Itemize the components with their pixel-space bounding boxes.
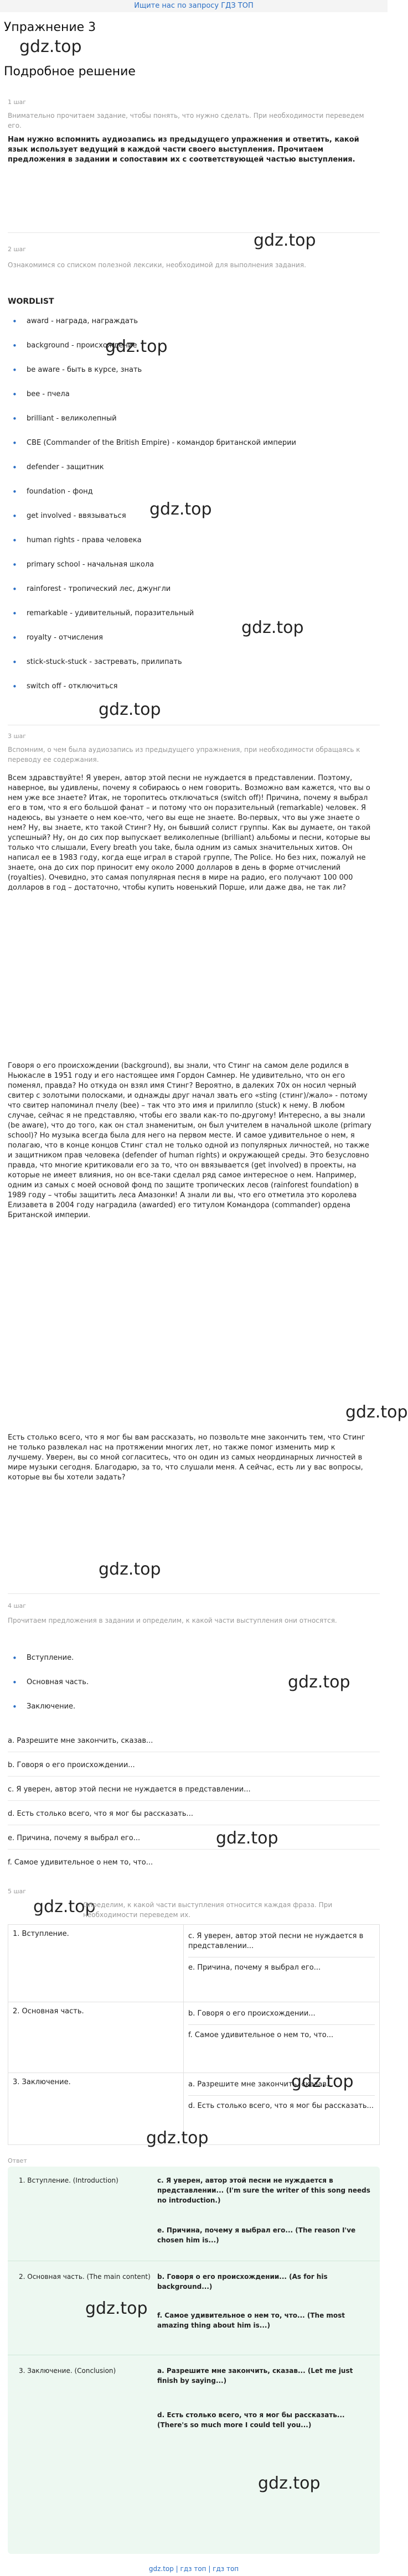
wordlist-item: CBE (Commander of the British Empire) - командор британской империи [27,439,296,447]
bullet: • [12,487,17,497]
top-banner[interactable]: Ищите нас по запросу ГДЗ ТОП [0,0,388,12]
answer-label: Ответ [8,2157,27,2164]
part-item: Вступление. [27,1654,74,1662]
table-cell-line: b. Говоря о его происхождении... [188,2007,375,2025]
watermark: gdz.top [99,1560,161,1579]
answer-row-2-b: f. Самое удивительное о нем то, что... (The most amazing thing about him is...) [157,2312,345,2329]
watermark: gdz.top [216,1829,278,1848]
wordlist-item: brilliant - великолепный [27,414,117,423]
watermark: gdz.top [254,231,316,250]
option-e: e. Причина, почему я выбрал его... [8,1834,141,1842]
bullet: • [12,609,17,619]
option-a: a. Разрешите мне закончить, сказав... [8,1737,153,1745]
divider [8,1593,380,1594]
bullet: • [12,365,17,375]
bullet: • [12,633,17,643]
wordlist-item: rainforest - тропический лес, джунгли [27,585,171,593]
step-1-label: 1 шаг [8,98,27,106]
divider [8,1776,380,1777]
answer-row-2-a: b. Говоря о его происхождении... (As for his background...) [157,2273,328,2291]
bullet: • [12,511,17,521]
bullet: • [12,1653,17,1663]
answer-row-1-left: 1. Вступление. (Introduction) [19,2177,118,2184]
step-4-label: 4 шаг [8,1602,27,1609]
watermark: gdz.top [288,1673,350,1692]
answer-row-3-left: 3. Заключение. (Conclusion) [19,2367,116,2375]
bullet: • [12,389,17,399]
answer-row-3-b: d. Есть столько всего, что я мог бы рассказать... (There's so much more I could tell you...) [157,2411,345,2429]
part-item: Основная часть. [27,1678,89,1686]
option-c: c. Я уверен, автор этой песни не нуждается в представлении... [8,1785,251,1794]
step-5-label: 5 шаг [8,1888,27,1895]
bullet: • [12,536,17,546]
bullet: • [12,463,17,472]
section-subtitle: Подробное решение [4,65,136,79]
option-b: b. Говоря о его происхождении... [8,1761,135,1769]
table-cell-line: e. Причина, почему я выбрал его... [188,1964,321,1972]
bullet: • [12,316,17,326]
watermark: gdz.top [105,337,168,356]
watermark: gdz.top [33,1897,96,1917]
footer-links[interactable]: gdz.top | гдз топ | гдз топ [148,2565,239,2573]
step-1-text: Нам нужно вспомнить аудиозапись из предыдущего упражнения и ответить, какой язык использует ведущий в каждой части своего выступления. Прочитаем предложения в задании и сопоставим их с соответствующей частью выступления. [8,136,359,164]
bullet: • [12,341,17,351]
wordlist-item: award - награда, награждать [27,317,138,325]
wordlist-item: bee - пчела [27,390,70,398]
part-item: Заключение. [27,1702,76,1711]
watermark: gdz.top [149,500,212,519]
step-3-label: 3 шаг [8,733,27,740]
step-4-note: Прочитаем предложения в задании и определим, к какой части выступления они относятся. [8,1617,337,1624]
option-f: f. Самое удивительное о нем то, что... [8,1858,153,1867]
parts-table [8,1924,380,2145]
table-row-1-left: 1. Вступление. [8,1925,184,2002]
answer-row-1-a: c. Я уверен, автор этой песни не нуждается в представлении... (I'm sure the writer of this song needs no introduction.) [157,2177,370,2204]
bullet: • [12,584,17,594]
table-cell-line: d. Есть столько всего, что я мог бы рассказать... [188,2102,374,2110]
answer-box [8,2167,380,2554]
wordlist-item: be aware - быть в курсе, знать [27,366,142,374]
answer-row-2-left: 2. Основная часть. (The main content) [19,2273,151,2281]
wordlist-item: foundation - фонд [27,487,93,496]
bullet: • [12,560,17,570]
table-row-2-left: 2. Основная часть. [8,2002,184,2073]
answer-row-1-b: e. Причина, почему я выбрал его... (The reason I've chosen him is...) [157,2226,356,2244]
translation-paragraph-1: Всем здравствуйте! Я уверен, автор этой песни не нуждается в представлении. Поэтому, наверное, вы удивлены, почему я собираюсь о нем говорить. Возможно вам кажется, что вы о нем уже все знаете? Итак, не торопитесь отключаться (switch off)! Причина, почему я выбрал его в том, что я его большой фанат – и потому что он поразительный (remarkable) человек. Я надеюсь, вы узнаете о нем кое-что, чего вы еще не знаете. Во-первых, что вы уже знаете о нем? Ну, вы знаете, кто такой Стинг? Ну, он бывший солист группы. Как вы думаете, он такой успешный? Ну, он до сих пор выпускает великолепные (brilliant) альбомы и песни, которые вы только что слышали, Every breath you take, была одним из самых значительных хитов. Он написал ее в 1983 году, когда еще играл в старой группе, The Police. Но без них, пожалуй не знаете, она до сих пор приносит ему около 2000 долларов в день в форме отчислений (royalties). Очевидно, это самая популярная песня в мире на радио, его получают 100 000 долларов в год – достаточно, чтобы купить новенький Порше, или даже два, не так ли? [8,774,371,892]
watermark: gdz.top [19,37,82,56]
wordlist-item: royalty - отчисления [27,633,103,642]
table-cell-line: c. Я уверен, автор этой песни не нуждается в представлении... [188,1929,375,1957]
bullet: • [12,657,17,667]
step-5-note: Определим, к какой части выступления относится каждая фраза. При необходимости переведем их. [83,1901,333,1919]
wordlist-item: human rights - права человека [27,536,142,544]
step-2-label: 2 шаг [8,246,27,253]
watermark: gdz.top [99,700,161,719]
step-2-note: Ознакомимся со списком полезной лексики, необходимой для выполнения задания. [8,261,306,269]
step-3-note: Вспомним, о чем была аудиозапись из предыдущего упражнения, при необходимости обращаясь к переводу ее содержания. [8,746,360,764]
table-cell-line: f. Самое удивительное о нем то, что... [188,2031,334,2039]
option-d: d. Есть столько всего, что я мог бы рассказать... [8,1810,193,1818]
wordlist-item: switch off - отключиться [27,682,118,690]
bullet: • [12,682,17,692]
watermark: gdz.top [85,2299,148,2318]
bullet: • [12,414,17,424]
table-row-2-right [184,2002,380,2073]
wordlist-item: background - происхождение [27,341,137,350]
wordlist-item: stick-stuck-stuck - застревать, прилипать [27,658,182,666]
exercise-title: Упражнение 3 [4,20,96,34]
watermark: gdz.top [291,2072,354,2091]
table-cell-line: a. Разрешите мне закончить, сказав... [188,2078,375,2096]
watermark: gdz.top [345,1403,408,1422]
table-row-1-right [184,1925,380,2002]
table-row-3-left: 3. Заключение. [8,2073,184,2145]
divider [8,1849,380,1850]
watermark: gdz.top [241,618,304,637]
watermark: gdz.top [258,2474,321,2493]
bullet: • [12,438,17,448]
wordlist-item: get involved - ввязываться [27,512,126,520]
divider [8,1800,380,1801]
wordlist-title: WORDLIST [8,297,54,306]
wordlist-item: primary school - начальная школа [27,560,154,569]
wordlist-item: remarkable - удивительный, поразительный [27,609,194,617]
divider [8,232,380,233]
watermark: gdz.top [146,2128,209,2148]
answer-row-3-a: a. Разрешите мне закончить, сказав... (Let me just finish by saying...) [157,2367,353,2385]
translation-paragraph-2: Говоря о его происхождении (background), вы знали, что Стинг на самом деле родился в Ньюкасле в 1951 году и его настоящее имя Гордон Самнер. Не удивительно, что он его поменял, правда? Но откуда он взял имя Стинг? Вероятно, в далеких 70х он носил черный свитер с золотыми полосками, и однажды друг начал звать его «sting (стинг)/жало» - потому что свитер напоминал пчелу (bee) – так что это имя и прилипло (stuck) к нему. В любом случае, сейчас я не представляю, чтобы его звали как-то по-другому! Интересно, а вы знали (be aware), что до того, как он стал знаменитым, он был учителем в начальной школе (primary school)? Но музыка всегда была для него на первом месте. И самое удивительное о нем, я полагаю, что в конце концов Стинг стал не только одной из популярных личностей, но также и защитником прав человека (defender of human rights) и окружающей среды. Это безусловно правда, что многие критиковали его за то, что он ввязывается (get involved) в проекты, на которые не имеет влияния, но он все-таки сделал ряд самое интересное о нем. Например, одним из самых с моей основой фонд по защите тропических лесов (rainforest foundation) в 1989 году – чтобы защитить леса Амазонки! А знали ли вы, что его отметила это королева Елизавета в 2004 году наградила (awarded) его титулом Командора (commander) ордена Британской империи. [8,1062,371,1219]
wordlist-item: defender - защитник [27,463,104,471]
step-1-note: Внимательно прочитаем задание, чтобы понять, что нужно сделать. При необходимости переведем его. [8,112,364,129]
bullet: • [12,1702,17,1712]
bullet: • [12,1677,17,1687]
translation-paragraph-3: Есть столько всего, что я мог бы вам рассказать, но позвольте мне закончить тем, что Стинг не только развлекал нас на протяжении многих лет, но также помог изменить мир к лучшему. Уверен, вы со мной согласитесь, что он один из самых неординарных личностей в мире музыки сегодня. Благодарю, за то, что слушали меня. А сейчас, есть ли у вас вопросы, которые вы бы хотели задать? [8,1434,365,1482]
